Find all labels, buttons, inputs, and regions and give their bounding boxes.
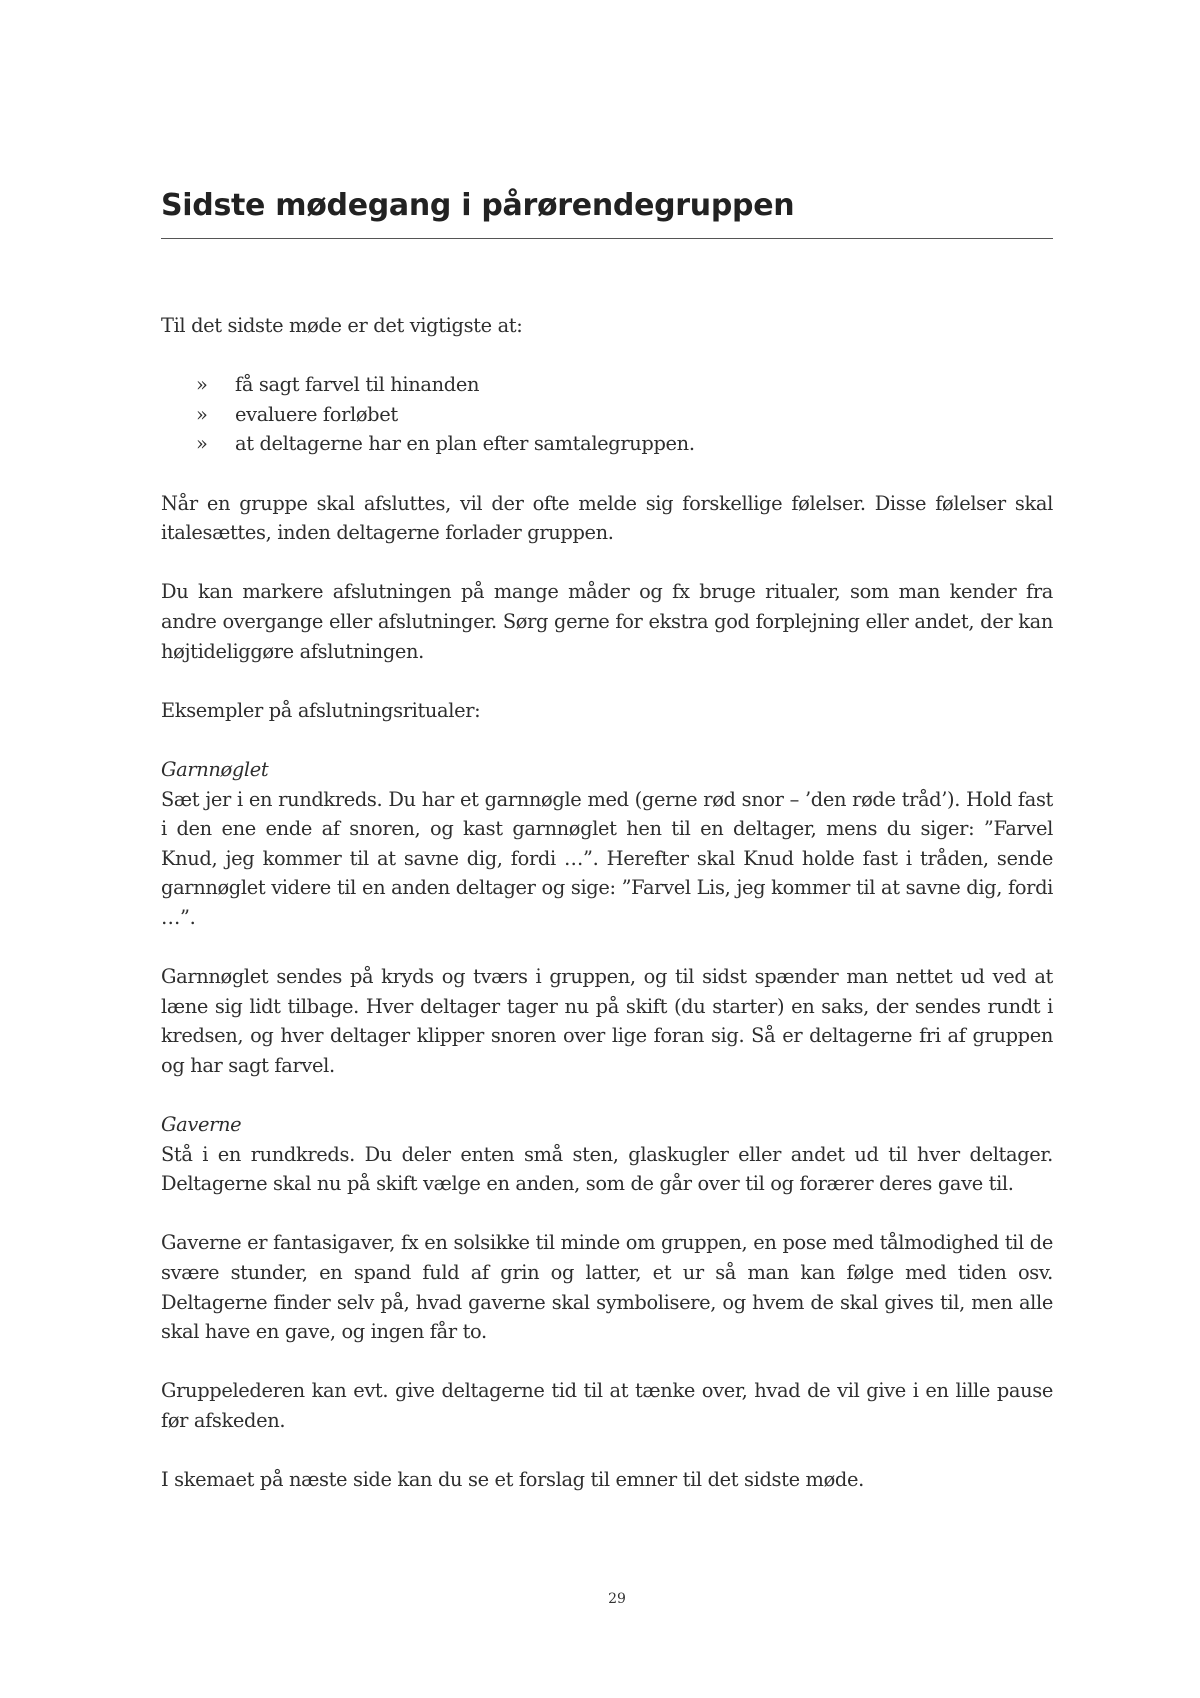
example-garnnoglet-followup: Garnnøglet sendes på kryds og tværs i gruppen, og til sidst spænder man nettet ud ved at læne sig lidt tilbage. Hver deltager tager nu på skift (du starter) en saks, der sendes rundt i kredsen, og hver deltager klipper snoren over lige foran sig. Så er deltagerne fri af gruppen og har sagt farvel. <box>161 965 1053 1077</box>
example-text: Stå i en rundkreds. Du deler enten små sten, glaskugler eller andet ud til hver deltager. Deltagerne skal nu på skift vælge en anden, som de går over til og forærer deres gave til. <box>161 1142 1053 1196</box>
example-title: Gaverne <box>161 1113 242 1137</box>
list-item-text: at deltagerne har en plan efter samtalegruppen. <box>235 432 695 456</box>
page-number: 29 <box>608 1591 626 1607</box>
markers-paragraph: Du kan markere afslutningen på mange måder og fx bruge ritualer, som man kender fra andre overgange eller afslutninger. Sørg gerne for ekstra god forplejning eller andet, der kan højtideliggøre afslutningen. <box>161 580 1053 663</box>
list-item <box>196 429 1053 459</box>
list-item-text: evaluere forløbet <box>235 402 398 426</box>
example-text: Sæt jer i en rundkreds. Du har et garnnøgle med (gerne rød snor – ’den røde tråd’). Hold fast i den ene ende af snoren, og kast garnnøglet hen til en deltager, mens du siger: ”Farvel Knud, jeg kommer til at savne dig, fordi …”. Herefter skal Knud holde fast i tråden, sende garnnøglet videre til en anden deltager og sige: ”Farvel Lis, jeg kommer til at savne dig, fordi …”. <box>161 787 1053 929</box>
feelings-paragraph: Når en gruppe skal afsluttes, vil der ofte melde sig forskellige følelser. Disse følelser skal italesættes, inden deltagerne forlader gruppen. <box>161 491 1053 545</box>
list-item <box>196 370 1053 400</box>
example-gaverne-followup: Gaverne er fantasigaver, fx en solsikke til minde om gruppen, en pose med tålmodighed til de svære stunder, en spand fuld af grin og latter, et ur så man kan følge med tiden osv. Deltagerne finder selv på, hvad gaverne skal symbolisere, og hvem de skal gives til, men alle skal have en gave, og ingen får to. <box>161 1231 1053 1344</box>
bullet-marker: » <box>196 432 208 456</box>
body-text <box>161 311 1053 1495</box>
example-gaverne <box>161 1110 1053 1199</box>
next-page-paragraph: I skemaet på næste side kan du se et forslag til emner til det sidste møde. <box>161 1468 864 1492</box>
bullet-marker: » <box>196 402 208 426</box>
examples-heading: Eksempler på afslutningsritualer: <box>161 698 481 722</box>
example-garnnoglet <box>161 755 1053 933</box>
goals-list <box>161 370 1053 459</box>
title-divider <box>161 238 1053 239</box>
list-item <box>196 400 1053 430</box>
pause-paragraph: Gruppelederen kan evt. give deltagerne tid til at tænke over, hvad de vil give i en lille pause før afskeden. <box>161 1379 1053 1432</box>
list-item-text: få sagt farvel til hinanden <box>235 373 480 397</box>
example-title: Garnnøglet <box>161 757 269 781</box>
intro-paragraph: Til det sidste møde er det vigtigste at: <box>161 314 523 337</box>
page-content <box>161 186 1053 1524</box>
bullet-marker: » <box>196 373 208 397</box>
page-title: Sidste mødegang i pårørendegruppen <box>161 188 795 223</box>
